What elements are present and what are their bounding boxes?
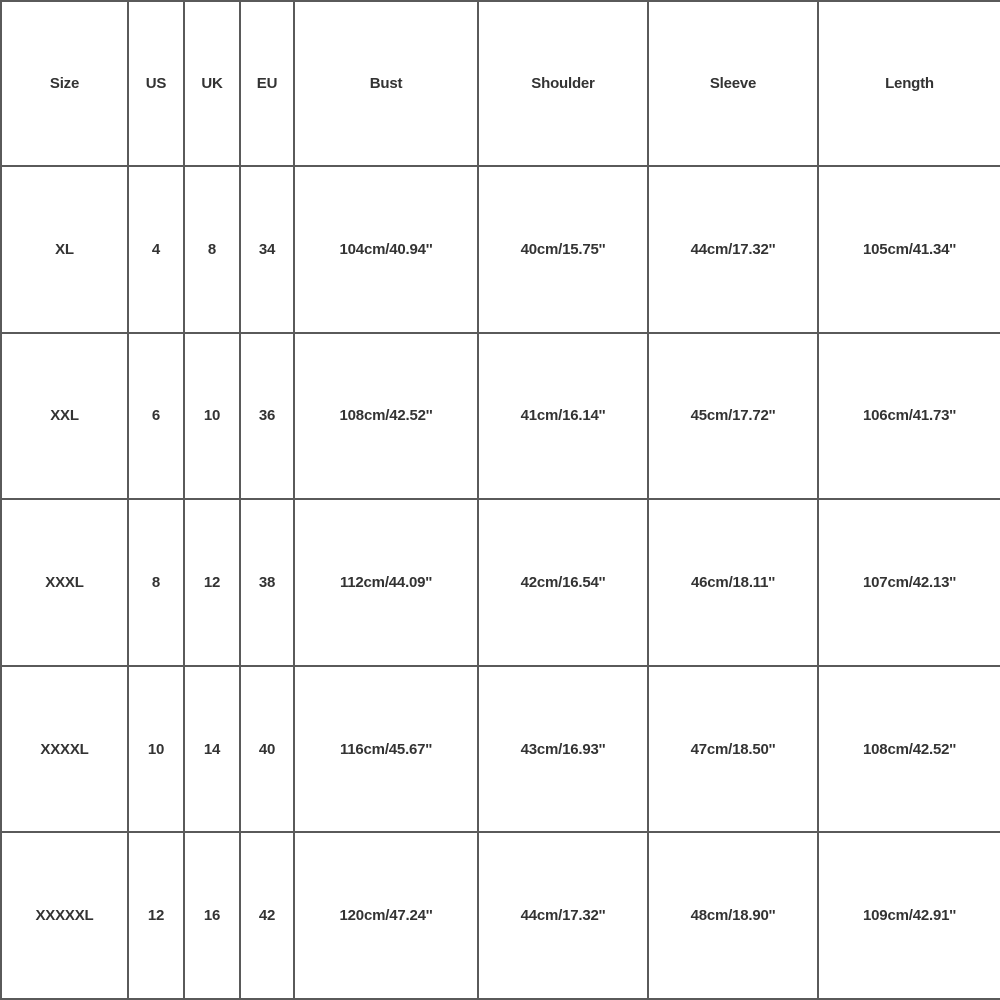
table-row [1,666,1000,833]
cell-shoulder: 41cm/16.14'' [478,333,648,500]
header-sleeve: Sleeve [648,1,818,166]
header-length: Length [818,1,1000,166]
cell-length: 109cm/42.91'' [818,832,1000,999]
cell-bust: 104cm/40.94'' [294,166,478,333]
cell-size: XXL [1,333,128,500]
cell-shoulder: 40cm/15.75'' [478,166,648,333]
cell-us: 4 [128,166,184,333]
cell-sleeve: 46cm/18.11'' [648,499,818,666]
cell-us: 6 [128,333,184,500]
cell-shoulder: 42cm/16.54'' [478,499,648,666]
cell-length: 108cm/42.52'' [818,666,1000,833]
header-eu: EU [240,1,294,166]
cell-bust: 112cm/44.09'' [294,499,478,666]
cell-sleeve: 47cm/18.50'' [648,666,818,833]
cell-sleeve: 44cm/17.32'' [648,166,818,333]
table-row [1,333,1000,500]
header-row [1,1,1000,166]
cell-size: XXXL [1,499,128,666]
cell-bust: 116cm/45.67'' [294,666,478,833]
cell-bust: 120cm/47.24'' [294,832,478,999]
cell-eu: 36 [240,333,294,500]
cell-uk: 8 [184,166,240,333]
table-row [1,499,1000,666]
header-shoulder: Shoulder [478,1,648,166]
cell-length: 107cm/42.13'' [818,499,1000,666]
cell-eu: 42 [240,832,294,999]
cell-length: 105cm/41.34'' [818,166,1000,333]
cell-length: 106cm/41.73'' [818,333,1000,500]
table-row [1,166,1000,333]
cell-size: XL [1,166,128,333]
header-bust: Bust [294,1,478,166]
cell-sleeve: 48cm/18.90'' [648,832,818,999]
cell-uk: 14 [184,666,240,833]
cell-us: 12 [128,832,184,999]
cell-us: 10 [128,666,184,833]
header-uk: UK [184,1,240,166]
cell-bust: 108cm/42.52'' [294,333,478,500]
cell-us: 8 [128,499,184,666]
cell-uk: 12 [184,499,240,666]
table-row [1,832,1000,999]
cell-uk: 10 [184,333,240,500]
cell-eu: 34 [240,166,294,333]
cell-eu: 38 [240,499,294,666]
cell-shoulder: 43cm/16.93'' [478,666,648,833]
cell-sleeve: 45cm/17.72'' [648,333,818,500]
header-us: US [128,1,184,166]
cell-shoulder: 44cm/17.32'' [478,832,648,999]
header-size: Size [1,1,128,166]
cell-size: XXXXL [1,666,128,833]
cell-size: XXXXXL [1,832,128,999]
cell-eu: 40 [240,666,294,833]
cell-uk: 16 [184,832,240,999]
